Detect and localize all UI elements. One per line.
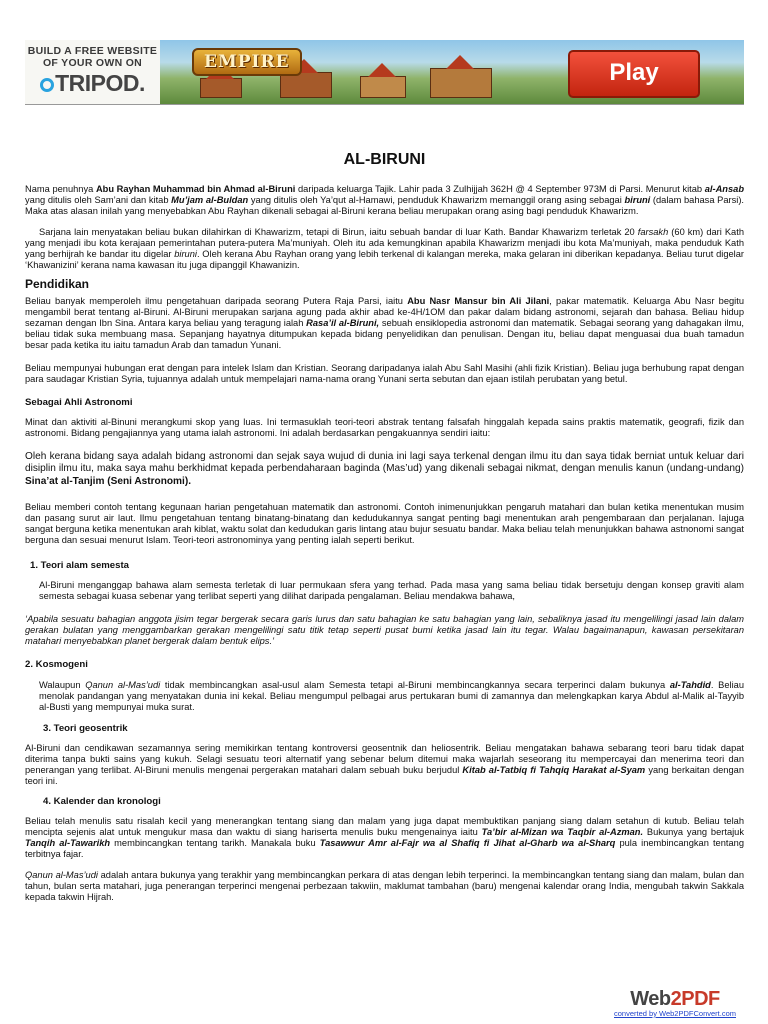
tripod-logo-text: TRIPOD. (55, 70, 145, 96)
text-run: Beliau banyak memperoleh ilmu pengetahuan daripada seorang Putera Raja Parsi, iaitu (25, 296, 408, 306)
text-run: yang ditulis oleh Sam’ani dan kitab (25, 195, 172, 205)
text-run-italic: biruni (174, 249, 197, 259)
text-run: (dalam bahasa Parsi). Maka atas alasan inilah yang menyebabkan Abu Rayhan dikenali sebagai al-Biruni kerana beliau merupakan orang asing bagi penduduk Khawarizm. (25, 195, 745, 216)
house-illustration (200, 78, 242, 98)
teori-4-paragraph-1 (25, 816, 744, 860)
tripod-logo (25, 70, 160, 97)
teori-4-paragraph-2 (25, 870, 744, 903)
text-run-bold-italic: Rasa’il al-Biruni, (306, 318, 380, 328)
logo-part: 2PDF (670, 988, 720, 1010)
teori-2-paragraph (25, 680, 744, 713)
text-run: daripada keluarga Tajik. Lahir pada 3 Zulhijjah 362H @ 4 September 973M di Parsi. Menurut kitab (295, 184, 705, 194)
section-heading-kalender: 4. Kalender dan kronologi (43, 795, 161, 807)
text-run: Sarjana lain menyatakan beliau bukan dilahirkan di Khawarizm, tetapi di Birun, iaitu sebuah bandar di luar Kath. Bandar Khawarizm terletak 20 (39, 227, 638, 237)
section-heading-teori-geosentrik: 3. Teori geosentrik (43, 722, 128, 734)
text-run-bold-italic: Mu’jam al-Buldan (171, 195, 249, 205)
web2pdf-logo (600, 988, 750, 1011)
text-run-bold: Sina’at al-Tanjim (Seni Astronomi). (25, 475, 192, 487)
text-run: pula inembincangkan tentang terbitnya fajar. (25, 837, 744, 859)
text-run-bold-italic: al-Tahdid (669, 679, 711, 690)
teori-1-paragraph: Al-Biruni menganggap bahawa alam semesta terletak di luar permukaan sfera yang terhad. Pada masa yang sama beliau tidak bersetuju dengan konsep graviti alam semesta sebagai kuasa sebenar yang terlibat seperti yang dilihat daripada pengalaman. Beliau mendakwa bahawa, (39, 579, 744, 601)
text-run: (60 km) dari Kath yang menjadi ibu kota kerajaan pemerintahan putera-putera Ma’muniyah. Oleh itu ada kemungkinan apabila Khawarizm menjadi ibu kota Ma’muniyah, maka penduduk Kath yang berhijrah ke bandar itu digelar (25, 227, 744, 259)
astronomi-quote (25, 451, 744, 488)
text-run: Beliau telah menulis satu risalah kecil yang menerangkan tentang siang dan malam yang juga dapat membuktikan panjang siang dalam setahun di kutub. Beliau telah mencipta sejenis alat untuk mengukur masa dan waktu di siang hariserta menulis buku mengenainya iaitu (25, 815, 744, 837)
text-run: Oleh kerana bidang saya adalah bidang astronomi dan sejak saya wujud di dunia ini lagi saya terkenal dengan ilmu itu dan saya tidak berniat untuk keluar dari disiplin ilmu itu, maka saya mahu berkhidmat kepada perbendaharaan baginda (Mas’ud) yang dikenali sebagai nikmat, dengan menulis kanun (undang-undang) (25, 451, 744, 475)
tripod-ad[interactable] (25, 40, 160, 104)
text-run-italic: farsakh (637, 227, 669, 237)
pendidikan-paragraph-1 (25, 296, 744, 351)
roof-illustration (368, 63, 396, 77)
text-run: Nama penuhnya (25, 184, 96, 194)
section-heading-astronomi: Sebagai Ahli Astronomi (25, 397, 133, 408)
page-title: AL-BIRUNI (343, 151, 426, 168)
astronomi-paragraph-1: Minat dan aktiviti al-Binuni merangkumi skop yang luas. Ini termasuklah teori-teori abstrak tentang falsafah hinggalah kepada sains praktis matematik, geografi, fizik dan astronomi. Bidang pengajiannya yang utama ialah astronomi. Ini adalah berdasarkan pengakuannya sendiri iaitu: (25, 417, 744, 438)
section-heading-kosmogeni: 2. Kosmogeni (25, 658, 88, 670)
web2pdf-footer[interactable] (600, 988, 750, 1018)
game-ad-image[interactable] (160, 40, 744, 104)
text-run: . Oleh kerana Abu Rayhan orang yang lebih terkenal di kalangan mereka, maka gelaran ini diberikan kepadanya. Beliau turut digelar ‘Khawanizini’ kerana nama kawasan itu juga dipanggil Khawanizin. (25, 249, 744, 270)
text-run-italic: Qanun al-Mas’udi (85, 679, 161, 690)
game-title: EMPIRE (192, 48, 302, 76)
text-run: membincangkan tentang tarikh. Manakala buku (110, 837, 320, 848)
text-run-bold-italic: Kitab al-Tatbiq fi Tahqiq Harakat al-Syam (462, 764, 646, 775)
text-run: adalah antara bukunya yang terakhir yang membincangkan perkara di atas dengan lebih terperinci. Ia membincangkan tentang siang dan malam, bulan dan tahun, bulan serta matahari, juga penerangan terperinci mengenai perbezaan takwiin, maklumat tambahan (baru) mengenai kalendar orang India, mengubah takwin Sakkala kepada takwin Hijrah. (25, 869, 745, 902)
text-run: , pakar matematik. Keluarga Abu Nasr begitu mengambil berat tentang al-Biruni. Al-Biruni merupakan sarjana agung pada akhir abad ke-4H/1OM dan pakar dalam bidang astronomi, sejarah dan bahasa. Beliau hidup sezaman dengan Ibn Sina. Antara karya beliau yang teragung ialah (25, 296, 744, 328)
advertisement-banner[interactable] (25, 40, 744, 105)
roof-illustration (446, 55, 474, 69)
intro-paragraph-2 (25, 227, 744, 271)
document-body (25, 150, 744, 903)
text-run-bold: Abu Nasr Mansur bin Ali Jilani (407, 296, 550, 306)
ad-text-line2: OF YOUR OWN ON (42, 57, 143, 69)
section-heading-pendidikan: Pendidikan (25, 277, 90, 291)
text-run-italic: Qanun al-Mas’udi (25, 869, 98, 880)
text-run-bold-italic: Tanqih al-Tawarikh (25, 837, 111, 848)
teori-3-paragraph (25, 743, 744, 787)
section-heading-teori-alam-semesta: 1. Teori alam semesta (30, 559, 130, 571)
text-run: Bukunya yang bertajuk (643, 826, 744, 837)
pendidikan-paragraph-2: Beliau mempunyai hubungan erat dengan para intelek Islam dan Kristian. Seorang daripadanya ialah Abu Sahl Masihi (ahli fizik Kristian). Beliau juga berhubung rapat dengan para saudagar Kristian Syria, tujuannya adalah untuk mempelajari nama-nama orang Yunani serta sebutan dan ejaan istilah perubatan yang betul. (25, 363, 744, 384)
text-run-bold-italic: Tasawwur Amr al-Fajr wa al Shafiq fi Jihat al-Gharb wa al-Sharq (319, 837, 616, 848)
text-run: Al-Biruni dan cendikawan sezamannya sering memikirkan tentang kontroversi geosentnik dan heliosentrik. Beliau mengatakan bahawa sebarang teori baru tidak dapat diterima tanpa bukti sains yang kukuh. Selagi sesuatu teori alternatif yang sebenar belum ditemui maka wajarlah seseorang itu mempercayai dan menerima teori dan penerangan yang terlibat. Al-Biruni menulis mengenai pergerakan matahari dalam sebuah buku berjudul (25, 742, 744, 775)
play-button[interactable]: Play (568, 50, 700, 98)
astronomi-paragraph-2: Beliau memberi contoh tentang kegunaan harian pengetahuan matematik dan astronomi. Contoh inimenunjukkan pengaruh matahari dan bulan ketika menentukan musim dan pasang surut air laut. Ilmu pengetahuan tentang binatang-binatang dan kedudukannya sangat penting bagi menentukan arah pengembaraan dan perjalanan. Iajuga sangat berguna ketika menentukan arah kiblat, waktu solat dan kedudukan garis lintang atau bujur sesuatu bandar. Maka beliau telah menunjukkan bahawa astnonomi sangat berguna dan sesuai menurut Islam. Teori-teori astronominya yang penting ialah seperti berikut. (25, 501, 744, 545)
text-run: yang berkaitan dengan teori ini. (25, 764, 744, 786)
text-run-bold-italic: biruni (624, 195, 651, 205)
house-illustration (430, 68, 492, 98)
house-illustration (360, 76, 406, 98)
ad-text-line1: BUILD A FREE WEBSITE (27, 45, 158, 57)
text-run: yang ditulis oleh Ya’qut al-Hamawi, penduduk Khawarizm memanggil orang asing sebagai (248, 195, 625, 205)
intro-paragraph-1 (25, 184, 744, 217)
tripod-ring-icon (40, 78, 54, 92)
text-run-bold: Abu Rayhan Muhammad bin Ahmad al-Biruni (95, 184, 296, 194)
text-run: . Beliau menolak pandangan yang menyatakan dunia ini kekal. Beliau mengumpul pelbagai arus pertukaran bumi di zamannya dan melengkapkan karya Abdul al-Malik al-Tayyib al-Busti yang mempunyai muka surat. (39, 679, 744, 712)
text-run-bold-italic: al-Ansab (704, 184, 744, 194)
text-run: tidak membincangkan asal-usul alam Semesta tetapi al-Biruni membincangkannya secara terperinci dalam bukunya (160, 679, 670, 690)
teori-1-quote: ‘Apabila sesuatu bahagian anggota jisim tegar bergerak secara garis lurus dan satu bahagian ke satu bahagian yang lain, sebaliknya jasad itu mengelilingi jasad lain dalam gerakan bulatan yang menggambarkan gerakan mengelilingi satu titik tetap seperti pusat bumi ketika jasad lain itu tegar. Walau bagaimanapun, kawasan persekitaran matahari menyebabkan planet bergerak dalam bentuk elips.’ (25, 613, 744, 646)
text-run-bold-italic: Ta’bir al-Mizan wa Taqbir al-Azman. (481, 826, 644, 837)
text-run: Walaupun (39, 679, 86, 690)
converted-by-link[interactable]: converted by Web2PDFConvert.com (614, 1009, 736, 1018)
logo-part: Web (630, 988, 671, 1010)
text-run: sebuah ensiklopedia astronomi dan matematik. Sebagai seorang yang dahagakan ilmu, beliau tidak suka membuang masa. Sepanjang hayatnya ditumpukan kepada bidang penyelidikan dan penulisan. Dengan itu, beliau dapat menguasai dua buah tamadun besar pada ketika itu iaitu tamadun Arab dan tamadun Yunani. (25, 318, 744, 350)
